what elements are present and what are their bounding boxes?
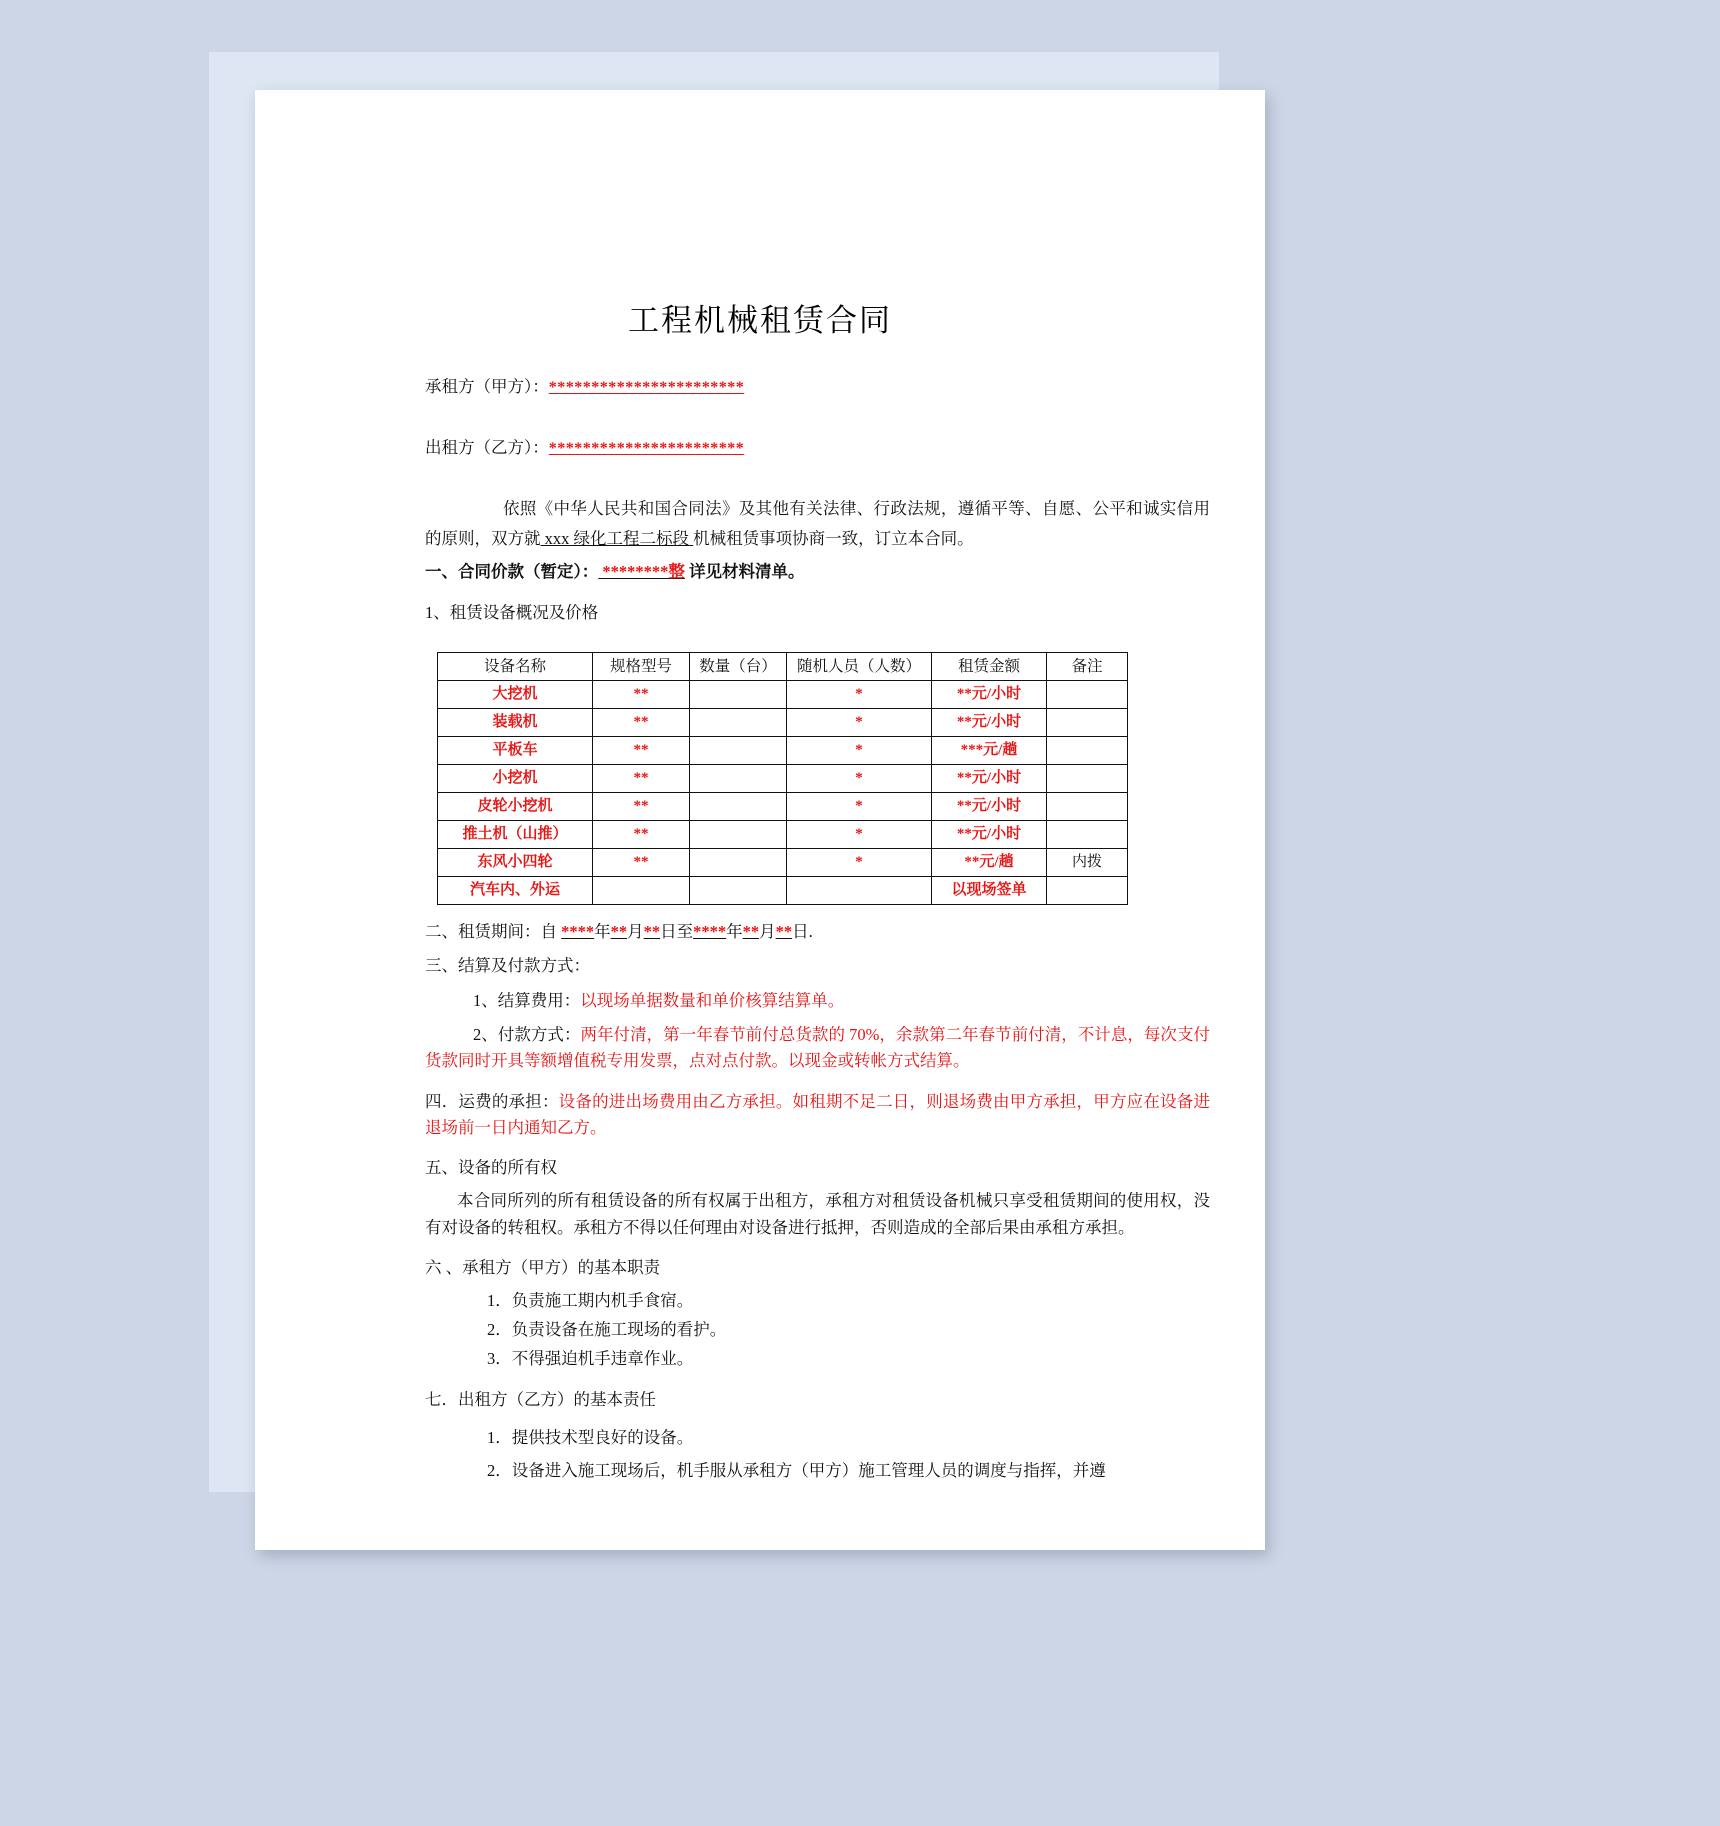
intro-text-part2: 机械租赁事项协商一致，订立本合同。: [693, 529, 974, 549]
section-3-heading: 三、结算及付款方式：: [425, 956, 590, 976]
th-spec-model: 规格型号: [593, 652, 690, 680]
cell-staff: *: [787, 792, 932, 820]
cell-qty: [690, 848, 787, 876]
cell-spec: **: [593, 708, 690, 736]
cell-spec: **: [593, 764, 690, 792]
section-2-rental-period: [425, 919, 1210, 945]
intro-project-name: xxx 绿化工程二标段: [540, 529, 694, 549]
cell-name: 大挖机: [438, 680, 593, 708]
section-6-item-2: 2．负责设备在施工现场的看护。: [487, 1320, 727, 1340]
document-page: [255, 90, 1265, 1550]
equipment-table: [437, 652, 1128, 905]
cell-spec: [593, 876, 690, 904]
th-quantity: 数量（台）: [690, 652, 787, 680]
cell-qty: [690, 764, 787, 792]
cell-staff: *: [787, 848, 932, 876]
table-row: [438, 708, 1128, 736]
cell-note: [1047, 708, 1128, 736]
cell-spec: **: [593, 792, 690, 820]
section-5-body: 本合同所列的所有租赁设备的所有权属于出租方，承租方对租赁设备机械只享受租赁期间的使用权，没有对设备的转租权。承租方不得以任何理由对设备进行抵押，否则造成的全部后果由承租方承担。: [425, 1190, 1210, 1237]
th-equipment-name: 设备名称: [438, 652, 593, 680]
section-4-freight: [425, 1089, 1210, 1142]
cell-note: [1047, 792, 1128, 820]
cell-staff: *: [787, 736, 932, 764]
table-row: [438, 764, 1128, 792]
cell-qty: [690, 736, 787, 764]
intro-paragraph: [425, 494, 1210, 555]
cell-name: 东风小四轮: [438, 848, 593, 876]
table-row: [438, 680, 1128, 708]
cell-amount: **元/小时: [932, 764, 1047, 792]
party-line-lessee: [425, 374, 1210, 401]
section-6-list: [425, 1288, 1210, 1373]
section-1-suffix: 详见材料清单。: [684, 561, 805, 581]
cell-spec: **: [593, 820, 690, 848]
cell-note: [1047, 876, 1128, 904]
unit-month-2: 月: [759, 921, 776, 941]
cell-note: [1047, 764, 1128, 792]
cell-note: [1047, 680, 1128, 708]
table-row: [438, 736, 1128, 764]
section-3-item-1-value: 以现场单据数量和单价核算结算单。: [580, 990, 845, 1010]
page-title: 工程机械租赁合同: [628, 303, 892, 338]
party-label-lessee: 承租方（甲方）：: [425, 377, 549, 396]
cell-staff: *: [787, 820, 932, 848]
section-2-label: 二、租赁期间：自: [425, 921, 557, 941]
start-month: **: [610, 921, 628, 941]
unit-year-2: 年: [726, 921, 743, 941]
cell-qty: [690, 708, 787, 736]
cell-amount: ***元/趟: [932, 736, 1047, 764]
cell-spec: **: [593, 848, 690, 876]
cell-amount: 以现场签单: [932, 876, 1047, 904]
cell-spec: **: [593, 736, 690, 764]
cell-qty: [690, 680, 787, 708]
section-3-item-2-label: 2、付款方式：: [473, 1024, 581, 1044]
table-row: [438, 848, 1128, 876]
section-3-item-2-value: 两年付清，第一年春节前付总货款的 70%，余款第二年春节前付清，不计息，每次支付货款同时开具等额增值税专用发票，点对点付款。以现金或转帐方式结算。: [425, 1024, 1210, 1071]
intro-text-part1: 依照《中华人民共和国合同法》及其他有关法律、行政法规，遵循平等、自愿、公平和诚实信用的原则，双方就: [425, 498, 1210, 549]
cell-amount: **元/趟: [932, 848, 1047, 876]
cell-qty: [690, 820, 787, 848]
section-6-heading: 六 、承租方（甲方）的基本职责: [425, 1258, 661, 1278]
cell-qty: [690, 792, 787, 820]
section-4-value: 设备的进出场费用由乙方承担。如租期不足二日，则退场费由甲方承担，甲方应在设备进退场前一日内通知乙方。: [425, 1091, 1211, 1138]
section-7-item-2: 2．设备进入施工现场后，机手服从承租方（甲方）施工管理人员的调度与指挥，并遵: [487, 1460, 1106, 1480]
section-7-item-1: 1．提供技术型良好的设备。: [487, 1428, 694, 1448]
section-4-label: 四．运费的承担：: [425, 1091, 559, 1111]
section-1-heading: [425, 559, 1210, 585]
section-7-list: [425, 1425, 1210, 1484]
th-rental-amount: 租赁金额: [932, 652, 1047, 680]
unit-year-1: 年: [594, 921, 611, 941]
cell-name: 汽车内、外运: [438, 876, 593, 904]
section-6-item-1: 1．负责施工期内机手食宿。: [487, 1290, 694, 1310]
table-row: [438, 876, 1128, 904]
section-3-item-1-label: 1、结算费用：: [473, 990, 581, 1010]
cell-staff: [787, 876, 932, 904]
section-6-item-3: 3．不得强迫机手违章作业。: [487, 1349, 694, 1369]
cell-name: 小挖机: [438, 764, 593, 792]
th-remark: 备注: [1047, 652, 1128, 680]
cell-qty: [690, 876, 787, 904]
th-staff-count: 随机人员（人数）: [787, 652, 932, 680]
section-3-item-1: [425, 988, 1210, 1014]
end-day: **: [775, 921, 793, 941]
party-value-lessor: ***********************: [548, 439, 745, 457]
unit-month-1: 月: [627, 921, 644, 941]
section-1-amount: ********整: [602, 561, 685, 581]
cell-amount: **元/小时: [932, 792, 1047, 820]
cell-note: 内拨: [1047, 848, 1128, 876]
cell-name: 推土机（山推）: [438, 820, 593, 848]
section-1-label: 一、合同价款（暂定）：: [425, 561, 599, 581]
cell-name: 平板车: [438, 736, 593, 764]
table-row: [438, 820, 1128, 848]
party-line-lessor: [425, 435, 1210, 462]
end-month: **: [742, 921, 760, 941]
party-label-lessor: 出租方（乙方）：: [425, 437, 549, 457]
cell-amount: **元/小时: [932, 708, 1047, 736]
cell-name: 装载机: [438, 708, 593, 736]
unit-day-1: 日至: [660, 921, 694, 941]
table-header-row: [438, 652, 1128, 680]
section-5-heading: 五、设备的所有权: [425, 1158, 557, 1178]
cell-spec: **: [593, 680, 690, 708]
cell-name: 皮轮小挖机: [438, 792, 593, 820]
cell-staff: *: [787, 764, 932, 792]
start-year: ****: [561, 921, 595, 941]
cell-note: [1047, 820, 1128, 848]
unit-day-2: 日.: [792, 921, 813, 941]
table-row: [438, 792, 1128, 820]
section-3-item-2: [425, 1022, 1210, 1075]
end-year: ****: [693, 921, 727, 941]
cell-staff: *: [787, 680, 932, 708]
cell-staff: *: [787, 708, 932, 736]
cell-note: [1047, 736, 1128, 764]
section-7-heading: 七．出租方（乙方）的基本责任: [425, 1389, 656, 1409]
start-day: **: [643, 921, 661, 941]
cell-amount: **元/小时: [932, 680, 1047, 708]
party-value-lessee: ***********************: [548, 379, 745, 396]
cell-amount: **元/小时: [932, 820, 1047, 848]
section-1-subheading: 1、租赁设备概况及价格: [425, 603, 599, 623]
